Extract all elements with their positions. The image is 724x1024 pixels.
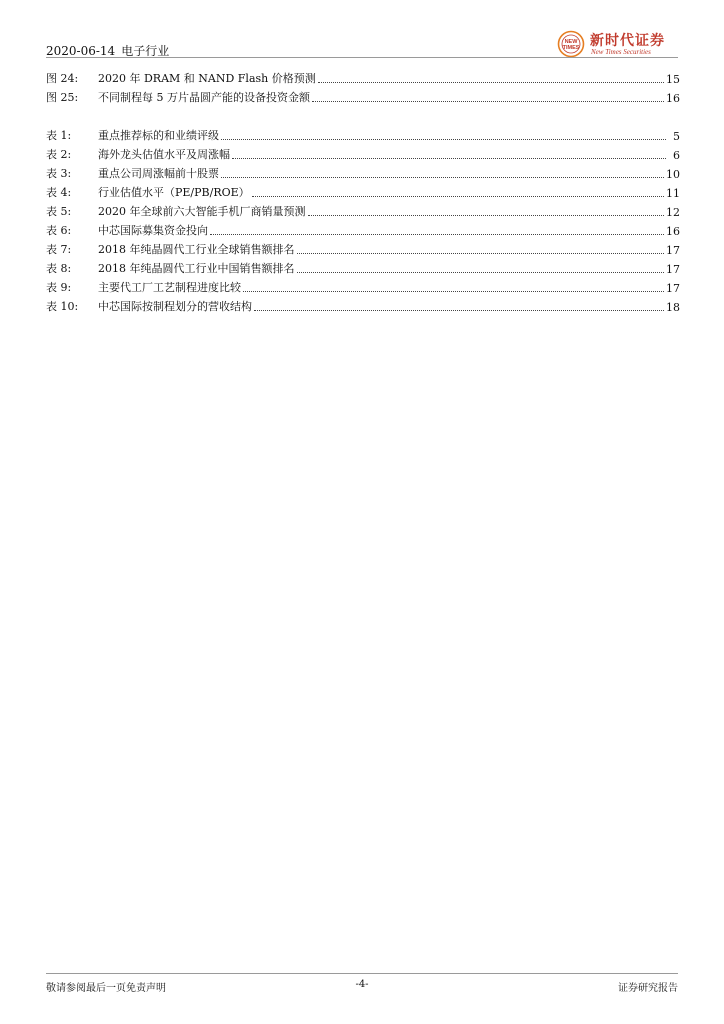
footer-divider: [46, 973, 678, 974]
toc-entry-label: 表 4:: [46, 186, 72, 199]
logo-company-name-en: New Times Securities: [591, 48, 651, 56]
toc-entry-page: 12: [666, 206, 680, 219]
toc-entry-page: 17: [666, 263, 680, 276]
toc-entry-label: 表 5:: [46, 205, 72, 218]
toc-entry-title: 2018 年纯晶圆代工行业中国销售额排名: [98, 262, 295, 275]
toc-entry-label: 表 7:: [46, 243, 72, 256]
toc-entry-page: 18: [666, 301, 680, 314]
toc-entry-page: 17: [666, 282, 680, 295]
toc-entry-title: 主要代工厂工艺制程进度比较: [98, 281, 241, 294]
toc-entry-title: 行业估值水平（PE/PB/ROE）: [98, 186, 250, 199]
toc-dot-leader: [297, 252, 665, 254]
toc-dot-leader: [308, 214, 665, 216]
footer-page-number: -4-: [355, 979, 369, 990]
toc-entry-label: 表 2:: [46, 148, 72, 161]
svg-text:NEW: NEW: [564, 39, 578, 45]
figure-toc-entry[interactable]: [46, 86, 680, 105]
toc-dot-leader: [210, 233, 664, 235]
toc-dot-leader: [221, 138, 666, 140]
table-toc-entry[interactable]: [46, 295, 680, 314]
company-logo: [556, 30, 678, 58]
header-divider: [46, 57, 678, 58]
svg-text:TIMES: TIMES: [562, 45, 580, 51]
toc-entry-page: 16: [666, 92, 680, 105]
table-toc-entry[interactable]: [46, 276, 680, 295]
toc-entry-label: 表 8:: [46, 262, 72, 275]
toc-dot-leader: [318, 81, 664, 83]
toc-entry-label: 表 6:: [46, 224, 72, 237]
report-date: 2020-06-14: [46, 44, 116, 58]
toc-entry-title: 海外龙头估值水平及周涨幅: [98, 148, 230, 161]
toc-entry-title: 中芯国际募集资金投向: [98, 224, 208, 237]
table-toc-entry[interactable]: [46, 200, 680, 219]
table-toc-entry[interactable]: [46, 162, 680, 181]
toc-entry-page: 17: [666, 244, 680, 257]
table-toc-entry[interactable]: [46, 181, 680, 200]
footer-disclaimer: 敬请参阅最后一页免责声明: [46, 983, 166, 994]
toc-entry-label: 表 1:: [46, 129, 72, 142]
toc-dot-leader: [312, 100, 664, 102]
toc-entry-label: 表 9:: [46, 281, 72, 294]
toc-dot-leader: [254, 309, 664, 311]
figure-toc-entry[interactable]: [46, 67, 680, 86]
toc-entry-label: 表 10:: [46, 300, 79, 313]
page-footer: [46, 979, 678, 995]
toc-entry-page: 10: [666, 168, 680, 181]
toc-dot-leader: [221, 176, 664, 178]
toc-dot-leader: [232, 157, 666, 159]
table-toc-entry[interactable]: [46, 124, 680, 143]
toc-entry-page: 5: [673, 130, 680, 143]
toc-entry-label: 图 24:: [46, 72, 79, 85]
table-toc-entry[interactable]: [46, 257, 680, 276]
table-toc-entry[interactable]: [46, 238, 680, 257]
new-times-logo-icon: [556, 30, 586, 58]
toc-entry-title: 2020 年全球前六大智能手机厂商销量预测: [98, 205, 306, 218]
toc-entry-label: 表 3:: [46, 167, 72, 180]
table-list: [46, 124, 680, 314]
toc-entry-title: 中芯国际按制程划分的营收结构: [98, 300, 252, 313]
table-toc-entry[interactable]: [46, 219, 680, 238]
toc-entry-page: 16: [666, 225, 680, 238]
toc-dot-leader: [297, 271, 665, 273]
toc-entry-title: 不同制程每 5 万片晶圆产能的设备投资金额: [98, 91, 310, 104]
toc-entry-page: 6: [673, 149, 680, 162]
figure-list: [46, 67, 680, 105]
industry-name: 电子行业: [121, 44, 170, 58]
table-toc-entry[interactable]: [46, 143, 680, 162]
toc-dot-leader: [252, 195, 664, 197]
toc-entry-title: 重点推荐标的和业绩评级: [98, 129, 219, 142]
toc-entry-title: 2020 年 DRAM 和 NAND Flash 价格预测: [98, 72, 316, 85]
logo-company-name-cn: 新时代证券: [590, 33, 665, 49]
toc-entry-title: 2018 年纯晶圆代工行业全球销售额排名: [98, 243, 295, 256]
toc-entry-page: 11: [666, 187, 680, 200]
toc-dot-leader: [243, 290, 664, 292]
toc-entry-page: 15: [666, 73, 680, 86]
toc-entry-label: 图 25:: [46, 91, 79, 104]
toc-entry-title: 重点公司周涨幅前十股票: [98, 167, 219, 180]
page-header: [46, 30, 678, 60]
footer-report-type: 证券研究报告: [618, 983, 678, 994]
